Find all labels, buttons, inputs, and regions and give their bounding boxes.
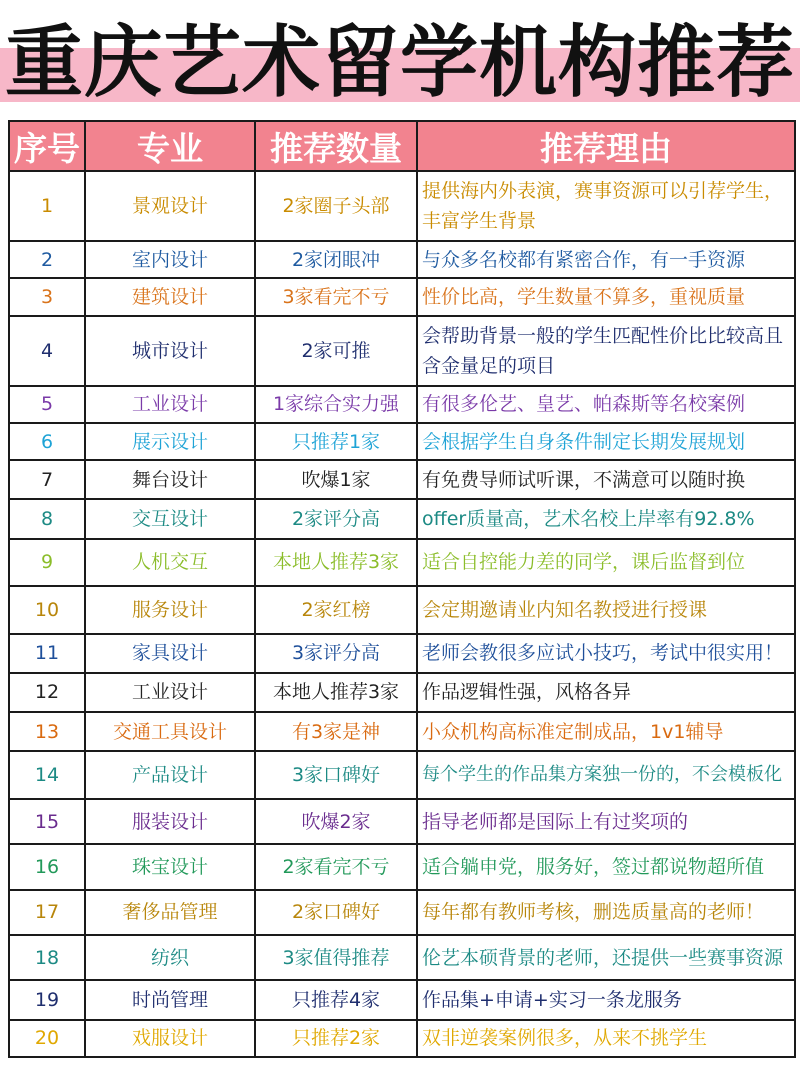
row-index: 10 bbox=[9, 586, 85, 634]
title-banner bbox=[0, 0, 800, 110]
row-reason: 适合躺申党，服务好，签过都说物超所值 bbox=[417, 844, 795, 889]
row-major: 人机交互 bbox=[85, 539, 255, 587]
row-count: 只推荐2家 bbox=[255, 1020, 417, 1057]
row-count: 2家看完不亏 bbox=[255, 844, 417, 889]
row-major: 城市设计 bbox=[85, 316, 255, 386]
row-count: 2家红榜 bbox=[255, 586, 417, 634]
table-row bbox=[9, 586, 795, 634]
table-row bbox=[9, 673, 795, 712]
row-index: 13 bbox=[9, 712, 85, 751]
row-reason: 指导老师都是国际上有过奖项的 bbox=[417, 799, 795, 844]
row-reason: 作品逻辑性强，风格各异 bbox=[417, 673, 795, 712]
header-row bbox=[9, 121, 795, 171]
table-row bbox=[9, 386, 795, 423]
row-index: 2 bbox=[9, 241, 85, 278]
row-index: 8 bbox=[9, 499, 85, 538]
row-reason: 每个学生的作品集方案独一份的，不会模板化 bbox=[417, 751, 795, 799]
row-reason: 双非逆袭案例很多，从来不挑学生 bbox=[417, 1020, 795, 1057]
table-row bbox=[9, 980, 795, 1019]
table-row bbox=[9, 890, 795, 935]
header-reason: 推荐理由 bbox=[417, 121, 795, 171]
table-row bbox=[9, 844, 795, 889]
row-count: 本地人推荐3家 bbox=[255, 673, 417, 712]
row-count: 3家口碑好 bbox=[255, 751, 417, 799]
table-row bbox=[9, 1020, 795, 1057]
table-row bbox=[9, 799, 795, 844]
row-count: 只推荐1家 bbox=[255, 423, 417, 460]
row-index: 9 bbox=[9, 539, 85, 587]
table-row bbox=[9, 935, 795, 980]
row-count: 2家口碑好 bbox=[255, 890, 417, 935]
row-reason: 会帮助背景一般的学生匹配性价比比较高且含金量足的项目 bbox=[417, 316, 795, 386]
row-index: 16 bbox=[9, 844, 85, 889]
row-index: 5 bbox=[9, 386, 85, 423]
table-row bbox=[9, 712, 795, 751]
row-count: 3家看完不亏 bbox=[255, 278, 417, 315]
row-reason: 有很多伦艺、皇艺、帕森斯等名校案例 bbox=[417, 386, 795, 423]
row-major: 时尚管理 bbox=[85, 980, 255, 1019]
row-major: 服务设计 bbox=[85, 586, 255, 634]
row-count: 2家闭眼冲 bbox=[255, 241, 417, 278]
row-reason: offer质量高，艺术名校上岸率有92.8% bbox=[417, 499, 795, 538]
table-row bbox=[9, 171, 795, 241]
row-index: 18 bbox=[9, 935, 85, 980]
row-major: 戏服设计 bbox=[85, 1020, 255, 1057]
row-reason: 提供海内外表演，赛事资源可以引荐学生，丰富学生背景 bbox=[417, 171, 795, 241]
row-count: 1家综合实力强 bbox=[255, 386, 417, 423]
row-index: 19 bbox=[9, 980, 85, 1019]
row-count: 只推荐4家 bbox=[255, 980, 417, 1019]
row-count: 3家值得推荐 bbox=[255, 935, 417, 980]
row-reason: 有免费导师试听课，不满意可以随时换 bbox=[417, 460, 795, 499]
row-major: 景观设计 bbox=[85, 171, 255, 241]
header-index: 序号 bbox=[9, 121, 85, 171]
row-reason: 伦艺本硕背景的老师，还提供一些赛事资源 bbox=[417, 935, 795, 980]
row-index: 4 bbox=[9, 316, 85, 386]
row-index: 7 bbox=[9, 460, 85, 499]
row-major: 交互设计 bbox=[85, 499, 255, 538]
row-reason: 会定期邀请业内知名教授进行授课 bbox=[417, 586, 795, 634]
row-count: 本地人推荐3家 bbox=[255, 539, 417, 587]
row-major: 家具设计 bbox=[85, 634, 255, 673]
row-reason: 与众多名校都有紧密合作，有一手资源 bbox=[417, 241, 795, 278]
row-index: 12 bbox=[9, 673, 85, 712]
row-major: 服装设计 bbox=[85, 799, 255, 844]
row-major: 珠宝设计 bbox=[85, 844, 255, 889]
table-header bbox=[9, 121, 795, 171]
table-row bbox=[9, 499, 795, 538]
table-row bbox=[9, 316, 795, 386]
row-count: 2家可推 bbox=[255, 316, 417, 386]
row-index: 20 bbox=[9, 1020, 85, 1057]
row-count: 吹爆1家 bbox=[255, 460, 417, 499]
table-row bbox=[9, 634, 795, 673]
row-major: 奢侈品管理 bbox=[85, 890, 255, 935]
row-reason: 小众机构高标准定制成品，1v1辅导 bbox=[417, 712, 795, 751]
row-count: 3家评分高 bbox=[255, 634, 417, 673]
row-index: 6 bbox=[9, 423, 85, 460]
table-row bbox=[9, 751, 795, 799]
table-row bbox=[9, 241, 795, 278]
page-title: 重庆艺术留学机构推荐 bbox=[4, 18, 795, 108]
row-count: 2家圈子头部 bbox=[255, 171, 417, 241]
table-row bbox=[9, 278, 795, 315]
row-index: 3 bbox=[9, 278, 85, 315]
table-row bbox=[9, 423, 795, 460]
table-row bbox=[9, 539, 795, 587]
row-reason: 会根据学生自身条件制定长期发展规划 bbox=[417, 423, 795, 460]
row-major: 舞台设计 bbox=[85, 460, 255, 499]
row-major: 建筑设计 bbox=[85, 278, 255, 315]
row-count: 有3家是神 bbox=[255, 712, 417, 751]
row-major: 纺织 bbox=[85, 935, 255, 980]
row-major: 展示设计 bbox=[85, 423, 255, 460]
row-major: 交通工具设计 bbox=[85, 712, 255, 751]
row-reason: 每年都有教师考核，删选质量高的老师！ bbox=[417, 890, 795, 935]
row-index: 14 bbox=[9, 751, 85, 799]
row-reason: 性价比高，学生数量不算多，重视质量 bbox=[417, 278, 795, 315]
row-major: 产品设计 bbox=[85, 751, 255, 799]
table-row bbox=[9, 460, 795, 499]
row-reason: 老师会教很多应试小技巧，考试中很实用！ bbox=[417, 634, 795, 673]
row-index: 1 bbox=[9, 171, 85, 241]
row-major: 工业设计 bbox=[85, 673, 255, 712]
row-reason: 适合自控能力差的同学，课后监督到位 bbox=[417, 539, 795, 587]
row-major: 工业设计 bbox=[85, 386, 255, 423]
header-major: 专业 bbox=[85, 121, 255, 171]
recommendation-table bbox=[8, 120, 796, 1058]
table-body bbox=[9, 171, 795, 1057]
row-count: 吹爆2家 bbox=[255, 799, 417, 844]
row-index: 17 bbox=[9, 890, 85, 935]
row-reason: 作品集+申请+实习一条龙服务 bbox=[417, 980, 795, 1019]
row-index: 15 bbox=[9, 799, 85, 844]
row-count: 2家评分高 bbox=[255, 499, 417, 538]
header-count: 推荐数量 bbox=[255, 121, 417, 171]
row-index: 11 bbox=[9, 634, 85, 673]
row-major: 室内设计 bbox=[85, 241, 255, 278]
